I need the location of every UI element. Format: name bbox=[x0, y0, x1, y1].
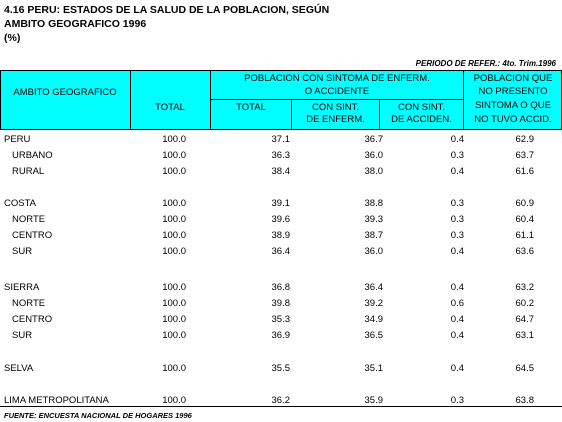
cell-con-total: 37.1 bbox=[271, 134, 290, 145]
cell-accidente: 0.3 bbox=[450, 214, 464, 225]
cell-con-total: 36.2 bbox=[271, 395, 290, 406]
cell-enfermedad: 34.9 bbox=[364, 314, 383, 325]
cell-accidente: 0.4 bbox=[450, 166, 464, 177]
cell-sin-sintoma: 64.7 bbox=[515, 314, 534, 325]
cell-sin-sintoma: 60.4 bbox=[515, 214, 534, 225]
cell-sin-sintoma: 63.8 bbox=[515, 395, 534, 406]
header-group-line2: O ACCIDENTE bbox=[304, 86, 370, 97]
cell-accidente: 0.4 bbox=[450, 314, 464, 325]
header-divider bbox=[0, 71, 1, 129]
bottom-rule bbox=[0, 406, 562, 407]
cell-enfermedad: 38.0 bbox=[364, 166, 383, 177]
cell-sin-sintoma: 63.7 bbox=[515, 150, 534, 161]
cell-total: 100.0 bbox=[162, 246, 186, 257]
cell-total: 100.0 bbox=[162, 166, 186, 177]
cell-con-total: 35.5 bbox=[271, 363, 290, 374]
source-note: FUENTE: ENCUESTA NACIONAL DE HOGARES 1996 bbox=[4, 411, 192, 420]
row-label: COSTA bbox=[4, 198, 37, 209]
header-divider bbox=[291, 99, 292, 129]
table-row bbox=[0, 362, 562, 377]
table-row bbox=[0, 329, 562, 344]
row-label: SELVA bbox=[4, 363, 34, 374]
cell-sin-sintoma: 60.9 bbox=[515, 198, 534, 209]
row-label: CENTRO bbox=[12, 230, 53, 241]
cell-sin-sintoma: 61.6 bbox=[515, 166, 534, 177]
cell-sin-sintoma: 60.2 bbox=[515, 298, 534, 309]
table-header bbox=[0, 71, 562, 129]
cell-enfermedad: 35.9 bbox=[364, 395, 383, 406]
header-group-line1: POBLACION CON SINTOMA DE ENFERM. bbox=[244, 73, 430, 84]
cell-sin-sintoma: 64.5 bbox=[515, 363, 534, 374]
table-row bbox=[0, 245, 562, 260]
header-no-line4: NO TUVO ACCID. bbox=[474, 114, 552, 125]
header-divider bbox=[130, 71, 131, 129]
cell-accidente: 0.3 bbox=[450, 150, 464, 161]
cell-con-total: 35.3 bbox=[271, 314, 290, 325]
cell-enfermedad: 36.5 bbox=[364, 330, 383, 341]
reference-period: PERIODO DE REFER.: 4to. Trim.1996 bbox=[415, 59, 556, 68]
row-label: URBANO bbox=[12, 150, 53, 161]
cell-total: 100.0 bbox=[162, 214, 186, 225]
cell-accidente: 0.3 bbox=[450, 230, 464, 241]
cell-accidente: 0.6 bbox=[450, 298, 464, 309]
table-row bbox=[0, 297, 562, 312]
cell-total: 100.0 bbox=[162, 198, 186, 209]
cell-con-total: 39.6 bbox=[271, 214, 290, 225]
header-sub-total: TOTAL bbox=[236, 102, 266, 113]
cell-total: 100.0 bbox=[162, 282, 186, 293]
cell-total: 100.0 bbox=[162, 330, 186, 341]
table-units: (%) bbox=[4, 32, 21, 44]
row-label: CENTRO bbox=[12, 314, 53, 325]
cell-enfermedad: 36.4 bbox=[364, 282, 383, 293]
row-label: NORTE bbox=[12, 214, 46, 225]
row-label: SIERRA bbox=[4, 282, 40, 293]
header-divider bbox=[463, 71, 464, 129]
cell-sin-sintoma: 63.1 bbox=[515, 330, 534, 341]
header-bottom-rule bbox=[0, 129, 562, 130]
header-sub-enf-line2: DE ENFERM. bbox=[306, 114, 365, 125]
cell-total: 100.0 bbox=[162, 150, 186, 161]
cell-accidente: 0.4 bbox=[450, 330, 464, 341]
cell-enfermedad: 38.7 bbox=[364, 230, 383, 241]
header-no-line2: NO PRESENTO bbox=[478, 86, 548, 97]
cell-con-total: 39.8 bbox=[271, 298, 290, 309]
cell-total: 100.0 bbox=[162, 314, 186, 325]
cell-total: 100.0 bbox=[162, 298, 186, 309]
table-row bbox=[0, 229, 562, 244]
table-row bbox=[0, 165, 562, 180]
cell-accidente: 0.3 bbox=[450, 395, 464, 406]
cell-enfermedad: 36.0 bbox=[364, 150, 383, 161]
cell-con-total: 38.9 bbox=[271, 230, 290, 241]
row-label: RURAL bbox=[12, 166, 45, 177]
row-label: SUR bbox=[12, 330, 33, 341]
header-sub-acc-line1: CON SINT. bbox=[398, 102, 445, 113]
header-divider bbox=[379, 99, 380, 129]
row-label: LIMA METROPOLITANA bbox=[4, 395, 109, 406]
table-row bbox=[0, 149, 562, 164]
cell-con-total: 38.4 bbox=[271, 166, 290, 177]
table-title: 4.16 PERU: ESTADOS DE LA SALUD DE LA POBLACION, SEGÚN bbox=[4, 4, 330, 16]
cell-con-total: 36.9 bbox=[271, 330, 290, 341]
header-divider bbox=[210, 71, 211, 129]
cell-total: 100.0 bbox=[162, 395, 186, 406]
table-row bbox=[0, 213, 562, 228]
row-label: SUR bbox=[12, 246, 33, 257]
header-sub-enf-line1: CON SINT. bbox=[312, 102, 359, 113]
cell-enfermedad: 36.0 bbox=[364, 246, 383, 257]
header-ambito: AMBITO GEOGRAFICO bbox=[13, 87, 117, 98]
table-row bbox=[0, 197, 562, 212]
cell-accidente: 0.4 bbox=[450, 363, 464, 374]
cell-accidente: 0.3 bbox=[450, 198, 464, 209]
cell-sin-sintoma: 63.2 bbox=[515, 282, 534, 293]
table-row bbox=[0, 281, 562, 296]
table-title-line2: AMBITO GEOGRAFICO 1996 bbox=[4, 18, 147, 30]
cell-con-total: 39.1 bbox=[271, 198, 290, 209]
cell-con-total: 36.3 bbox=[271, 150, 290, 161]
cell-con-total: 36.4 bbox=[271, 246, 290, 257]
header-subrule bbox=[210, 99, 464, 100]
header-no-line1: POBLACION QUE bbox=[473, 73, 553, 84]
cell-sin-sintoma: 63.6 bbox=[515, 246, 534, 257]
cell-enfermedad: 35.1 bbox=[364, 363, 383, 374]
cell-sin-sintoma: 62.9 bbox=[515, 134, 534, 145]
row-label: PERU bbox=[4, 134, 31, 145]
cell-enfermedad: 36.7 bbox=[364, 134, 383, 145]
header-total: TOTAL bbox=[155, 102, 185, 113]
cell-enfermedad: 39.3 bbox=[364, 214, 383, 225]
cell-accidente: 0.4 bbox=[450, 134, 464, 145]
cell-total: 100.0 bbox=[162, 230, 186, 241]
cell-total: 100.0 bbox=[162, 363, 186, 374]
table-row bbox=[0, 133, 562, 148]
header-no-line3: SINTOMA O QUE bbox=[475, 100, 551, 111]
header-sub-acc-line2: DE ACCIDEN. bbox=[391, 114, 452, 125]
cell-total: 100.0 bbox=[162, 134, 186, 145]
cell-sin-sintoma: 61.1 bbox=[515, 230, 534, 241]
cell-enfermedad: 38.8 bbox=[364, 198, 383, 209]
cell-accidente: 0.4 bbox=[450, 246, 464, 257]
cell-enfermedad: 39.2 bbox=[364, 298, 383, 309]
table-row bbox=[0, 313, 562, 328]
row-label: NORTE bbox=[12, 298, 46, 309]
cell-con-total: 36.8 bbox=[271, 282, 290, 293]
cell-accidente: 0.4 bbox=[450, 282, 464, 293]
